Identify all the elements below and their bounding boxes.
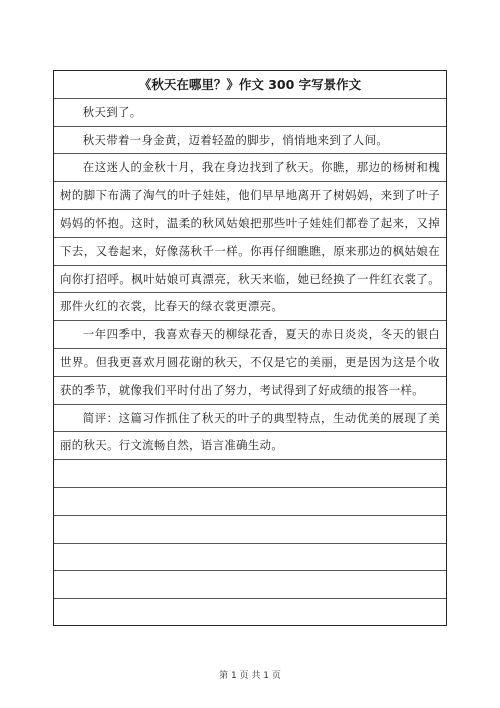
ruled-line	[54, 571, 446, 599]
page-footer: 第 1 页 共 1 页	[219, 671, 281, 681]
paragraph: 秋天带着一身金黄，迈着轻盈的脚步，悄悄地来到了人间。	[82, 132, 389, 147]
essay-sheet	[53, 70, 447, 626]
ruled-line	[54, 544, 446, 572]
paragraph: 在这迷人的金秋十月，我在身边找到了秋天。你瞧，那边的杨树和槐树的脚下布满了淘气的叶子娃娃，他们早早地离开了树妈妈，来到了叶子妈妈的怀抱。这时，温柔的秋风姑娘把那些叶子娃娃们都卷了起来，又掉下去，又卷起来，好像荡秋千一样。你再仔细瞧瞧，原来那边的枫姑娘在向你打招呼。枫叶姑娘可真漂亮，秋天来临，她已经换了一件红衣裳了。那件火红的衣裳，比春天的绿衣裳更漂亮。	[60, 160, 440, 314]
essay-body	[60, 99, 440, 460]
paragraph: 秋天到了。	[82, 104, 142, 119]
ruled-line	[54, 488, 446, 516]
ruled-line	[54, 516, 446, 544]
essay-title: 《秋天在哪里？》作文 300 字写景作文	[138, 77, 362, 92]
paragraph: 简评：这篇习作抓住了秋天的叶子的典型特点，生动优美的展现了美丽的秋天。行文流畅自然，语言准确生动。	[60, 410, 440, 453]
ruled-line	[54, 460, 446, 488]
paragraph: 一年四季中，我喜欢春天的柳绿花香，夏天的赤日炎炎，冬天的银白世界。但我更喜欢月圆花谢的秋天，不仅是它的美丽，更是因为这是个收获的季节，就像我们平时付出了努力，考试得到了好成绩的报答一样。	[60, 327, 440, 397]
